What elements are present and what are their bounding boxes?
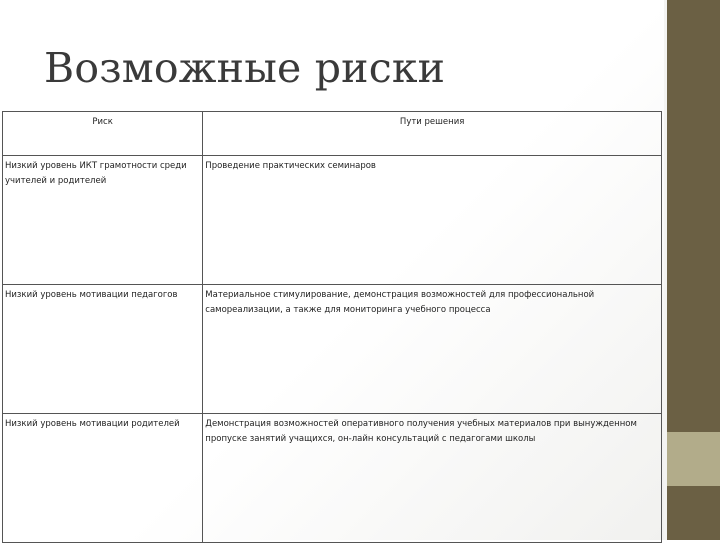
risks-table <box>2 111 662 543</box>
header-solution: Пути решения <box>203 112 662 156</box>
risk-cell: Низкий уровень ИКТ грамотности среди учителей и родителей <box>3 156 203 285</box>
risk-cell: Низкий уровень мотивации педагогов <box>3 285 203 414</box>
table-row <box>3 285 662 414</box>
table-row <box>3 156 662 285</box>
table-header-row <box>3 112 662 156</box>
sidebar-accent-block <box>667 432 720 486</box>
risk-cell: Низкий уровень мотивации родителей <box>3 414 203 543</box>
slide-title: Возможные риски <box>44 44 446 92</box>
solution-cell: Демонстрация возможностей оперативного получения учебных материалов при вынужденном пропуске занятий учащихся, он-лайн консультаций с педагогами школы <box>203 414 662 543</box>
solution-cell: Материальное стимулирование, демонстрация возможностей для профессиональной самореализации, а также для мониторинга учебного процесса <box>203 285 662 414</box>
solution-cell: Проведение практических семинаров <box>203 156 662 285</box>
header-risk: Риск <box>3 112 203 156</box>
table-row <box>3 414 662 543</box>
